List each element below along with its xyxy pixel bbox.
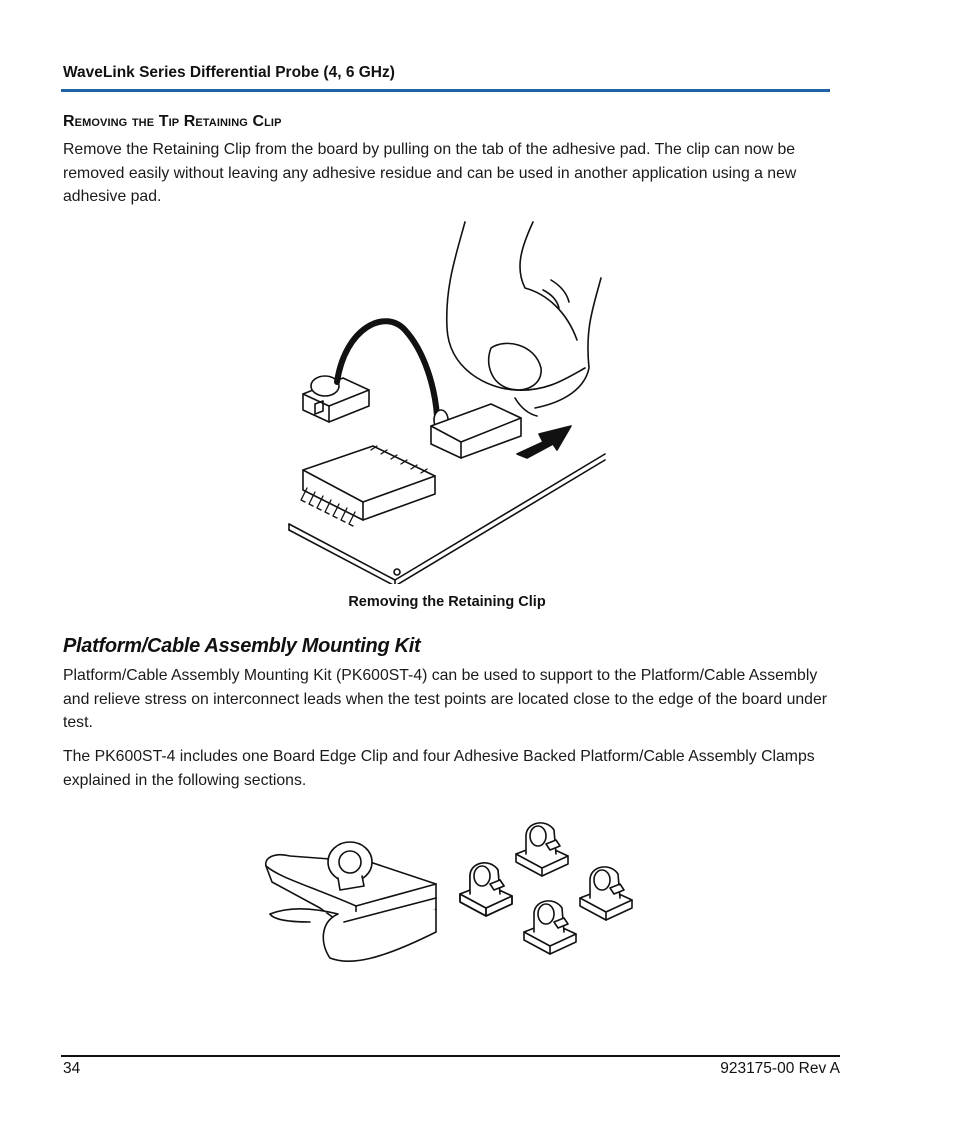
document-id: 923175-00 Rev A bbox=[720, 1060, 840, 1077]
figure-caption: Removing the Retaining Clip bbox=[348, 594, 546, 610]
section-heading: Removing the Tip Retaining Clip bbox=[63, 113, 282, 130]
mounting-kit-illustration bbox=[260, 822, 640, 972]
running-header: WaveLink Series Differential Probe (4, 6 GHz) bbox=[63, 64, 395, 81]
retaining-clip-illustration bbox=[285, 218, 607, 584]
section-paragraph: Remove the Retaining Clip from the board by pulling on the tab of the adhesive pad. The clip can now be removed easily without leaving any adhesive residue and can be used in another application using a new adhesive pad. bbox=[63, 141, 797, 205]
footer-rule bbox=[61, 1055, 840, 1057]
kit-heading: Platform/Cable Assembly Mounting Kit bbox=[63, 635, 421, 657]
kit-paragraph-2: The PK600ST-4 includes one Board Edge Clip and four Adhesive Backed Platform/Cable Assembly Clamps explained in the following sections. bbox=[63, 748, 815, 789]
kit-paragraph-1: Platform/Cable Assembly Mounting Kit (PK600ST-4) can be used to support to the Platform/Cable Assembly and relieve stress on interconnect leads when the test points are located close to the edge of the board under test. bbox=[63, 667, 828, 731]
page-number: 34 bbox=[63, 1060, 81, 1077]
header-rule bbox=[61, 89, 830, 92]
